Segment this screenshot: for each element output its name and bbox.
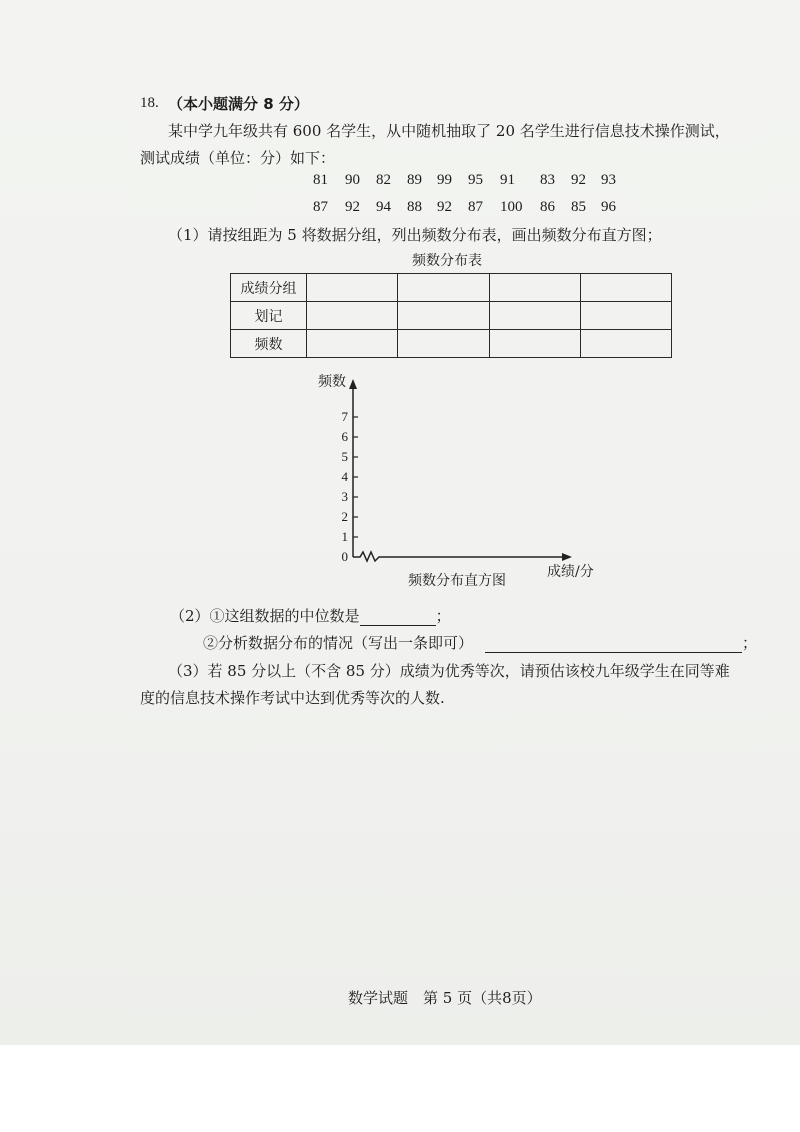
y-axis-label: 频数 [318, 374, 346, 390]
intro-line-1: 某中学九年级共有 600 名学生，从中随机抽取了 20 名学生进行信息技术操作测试， [168, 122, 730, 140]
score: 94 [376, 199, 391, 215]
part-1-instruction: （1）请按组距为 5 将数据分组，列出频数分布表，画出频数分布直方图； [168, 226, 662, 244]
y-tick-label: 0 [341, 549, 348, 564]
y-tick-label: 4 [341, 469, 348, 484]
score: 89 [407, 172, 422, 188]
y-axis-arrow [349, 379, 357, 389]
histogram-grid [300, 370, 600, 595]
table-cell[interactable] [489, 330, 580, 358]
score: 93 [601, 172, 616, 188]
y-tick-labels [342, 409, 349, 564]
score: 96 [601, 199, 616, 215]
part-2-line-b [203, 632, 757, 653]
y-tick-label: 1 [341, 529, 348, 544]
score: 92 [345, 199, 360, 215]
table-cell[interactable] [398, 302, 489, 330]
histogram-caption: 频数分布直方图 [408, 573, 506, 589]
score: 90 [345, 172, 360, 188]
table-cell[interactable] [307, 302, 398, 330]
question-header: （本小题满分 8 分） [168, 95, 309, 113]
part-3-line-2: 度的信息技术操作考试中达到优秀等次的人数. [140, 689, 445, 707]
score: 91 [500, 172, 515, 188]
y-tick-label: 5 [341, 449, 348, 464]
part-2-label: （2） [170, 607, 210, 625]
punctuation: ； [742, 634, 758, 652]
table-title: 频数分布表 [412, 253, 482, 269]
y-tick-label: 6 [341, 429, 348, 444]
score: 87 [313, 199, 328, 215]
scores-row-2 [0, 199, 800, 219]
part-2-line-a [170, 605, 451, 626]
median-prompt: ①这组数据的中位数是 [209, 607, 360, 625]
table-cell[interactable] [580, 274, 671, 302]
table-cell[interactable] [580, 302, 671, 330]
y-tick-label: 2 [341, 509, 348, 524]
row-header: 划记 [231, 302, 307, 330]
table-cell[interactable] [398, 330, 489, 358]
y-tick-label: 3 [341, 489, 348, 504]
score: 85 [571, 199, 586, 215]
median-answer-blank[interactable] [360, 607, 436, 626]
scores-row-1 [0, 172, 800, 192]
score: 92 [437, 199, 452, 215]
score: 95 [468, 172, 483, 188]
table-cell[interactable] [489, 274, 580, 302]
score: 82 [376, 172, 391, 188]
intro-line-2: 测试成绩（单位：分）如下： [140, 149, 336, 167]
score: 83 [540, 172, 555, 188]
x-axis-arrow [562, 553, 572, 561]
page-footer: 数学试题 第 5 页（共8页） [348, 989, 542, 1007]
table-row [231, 330, 672, 358]
score: 87 [468, 199, 483, 215]
score: 81 [313, 172, 328, 188]
table-cell[interactable] [580, 330, 671, 358]
score: 99 [437, 172, 452, 188]
punctuation: ； [435, 607, 451, 625]
x-axis-label: 成绩/分 [547, 564, 594, 580]
distribution-answer-blank[interactable] [485, 634, 742, 653]
score: 88 [407, 199, 422, 215]
table-cell[interactable] [307, 274, 398, 302]
question-number: 18. [140, 95, 159, 111]
y-tick-label: 7 [341, 409, 348, 424]
table-row [231, 302, 672, 330]
part-3-line-1: （3）若 85 分以上（不含 85 分）成绩为优秀等次，请预估该校九年级学生在同等难 [168, 662, 730, 680]
score: 86 [540, 199, 555, 215]
table-row [231, 274, 672, 302]
table-cell[interactable] [398, 274, 489, 302]
distribution-prompt: ②分析数据分布的情况（写出一条即可） [203, 634, 474, 652]
table-cell[interactable] [307, 330, 398, 358]
scan-margin [0, 1045, 800, 1132]
frequency-table [230, 273, 672, 358]
row-header: 频数 [231, 330, 307, 358]
row-header: 成绩分组 [231, 274, 307, 302]
score: 100 [500, 199, 523, 215]
score: 92 [571, 172, 586, 188]
table-cell[interactable] [489, 302, 580, 330]
x-axis [353, 552, 562, 561]
